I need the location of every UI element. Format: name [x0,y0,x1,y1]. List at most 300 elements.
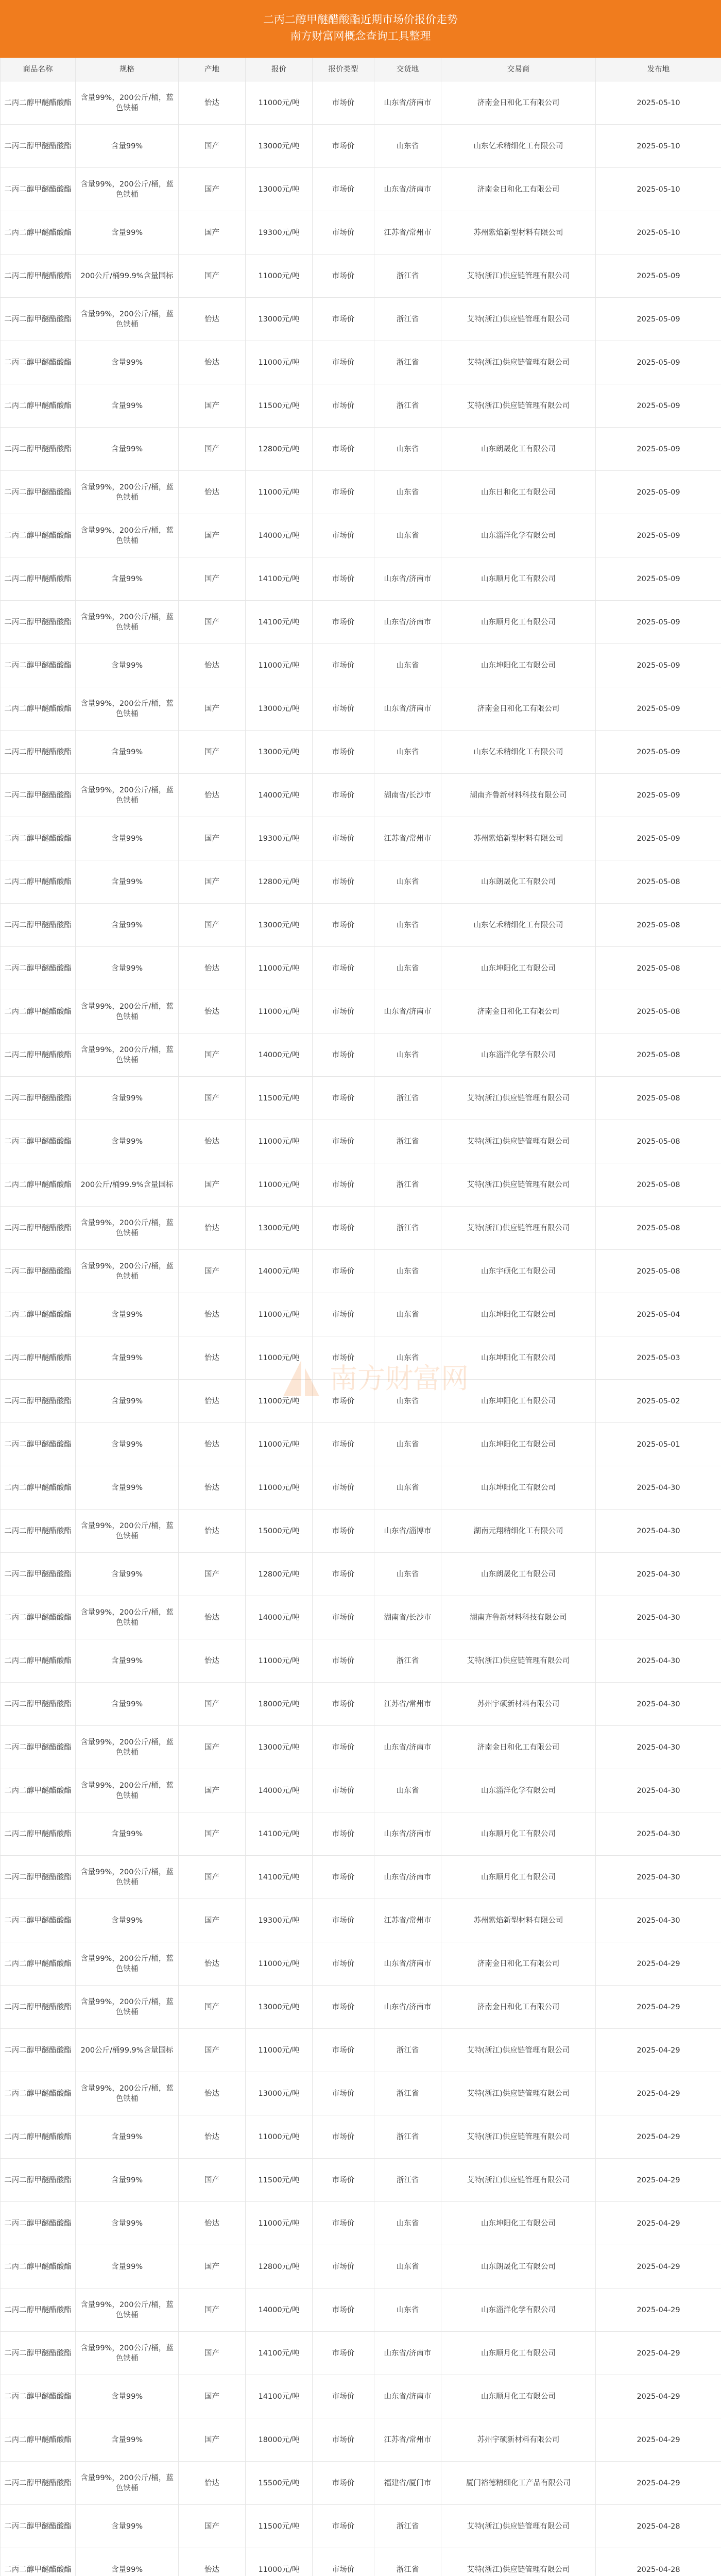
cell-spec: 含量99% [76,2548,179,2576]
cell-date: 2025-05-01 [596,1423,721,1466]
cell-name: 二丙二醇甲醚醋酸酯 [1,1423,76,1466]
cell-price: 13000元/吨 [246,168,313,211]
table-row [1,601,721,644]
column-header-date: 发布地 [596,58,721,81]
cell-name: 二丙二醇甲醚醋酸酯 [1,1163,76,1207]
cell-price: 13000元/吨 [246,1726,313,1769]
cell-delivery: 山东省/济南市 [374,168,441,211]
cell-trader: 艾特(浙江)供应链管理有限公司 [441,341,596,384]
cell-trader: 济南金日和化工有限公司 [441,1986,596,2029]
cell-spec: 含量99% [76,1639,179,1683]
cell-price: 14100元/吨 [246,557,313,601]
cell-origin: 国产 [179,601,246,644]
cell-spec: 含量99% [76,1423,179,1466]
cell-spec: 含量99%，200公斤/桶，蓝色铁桶 [76,1033,179,1077]
cell-origin: 怡达 [179,1596,246,1639]
cell-spec: 含量99%，200公斤/桶，蓝色铁桶 [76,1986,179,2029]
cell-origin: 国产 [179,1033,246,1077]
cell-trader: 山东顺月化工有限公司 [441,2332,596,2375]
table-row [1,817,721,860]
cell-spec: 含量99% [76,2418,179,2462]
cell-origin: 国产 [179,168,246,211]
cell-type: 市场价 [313,1683,374,1726]
cell-type: 市场价 [313,731,374,774]
table-row [1,1380,721,1423]
cell-date: 2025-05-09 [596,644,721,687]
cell-date: 2025-05-08 [596,1207,721,1250]
table-row [1,1769,721,1812]
cell-price: 13000元/吨 [246,1986,313,2029]
cell-spec: 含量99% [76,125,179,168]
table-row [1,2332,721,2375]
cell-delivery: 湖南省/长沙市 [374,774,441,817]
cell-trader: 山东坤阳化工有限公司 [441,947,596,990]
cell-date: 2025-05-09 [596,384,721,428]
cell-type: 市场价 [313,1812,374,1856]
cell-price: 18000元/吨 [246,1683,313,1726]
cell-type: 市场价 [313,1120,374,1163]
cell-type: 市场价 [313,2159,374,2202]
cell-delivery: 山东省/济南市 [374,601,441,644]
cell-origin: 国产 [179,2289,246,2332]
cell-delivery: 浙江省 [374,2115,441,2159]
cell-trader: 山东坤阳化工有限公司 [441,1466,596,1510]
cell-spec: 含量99%，200公斤/桶，蓝色铁桶 [76,168,179,211]
cell-type: 市场价 [313,904,374,947]
cell-date: 2025-05-09 [596,514,721,557]
cell-delivery: 浙江省 [374,1639,441,1683]
cell-name: 二丙二醇甲醚醋酸酯 [1,1942,76,1986]
cell-spec: 含量99%，200公斤/桶，蓝色铁桶 [76,1942,179,1986]
cell-date: 2025-05-10 [596,211,721,255]
cell-delivery: 山东省/济南市 [374,687,441,731]
cell-origin: 国产 [179,2245,246,2289]
cell-type: 市场价 [313,644,374,687]
cell-name: 二丙二醇甲醚醋酸酯 [1,2289,76,2332]
cell-type: 市场价 [313,1336,374,1380]
cell-spec: 含量99%，200公斤/桶，蓝色铁桶 [76,2289,179,2332]
watermark-text: 南方财富网 [330,1362,469,1395]
cell-spec: 200公斤/桶99.9%含量国标 [76,1163,179,1207]
table-header-row [1,58,721,81]
table-row [1,860,721,904]
cell-price: 11000元/吨 [246,2115,313,2159]
cell-delivery: 山东省/济南市 [374,990,441,1033]
cell-trader: 山东顺月化工有限公司 [441,2375,596,2418]
cell-type: 市场价 [313,2418,374,2462]
cell-spec: 含量99%，200公斤/桶，蓝色铁桶 [76,2072,179,2115]
cell-origin: 怡达 [179,298,246,341]
cell-trader: 山东朗晟化工有限公司 [441,428,596,471]
cell-delivery: 湖南省/长沙市 [374,1596,441,1639]
cell-date: 2025-04-29 [596,2289,721,2332]
cell-origin: 怡达 [179,2202,246,2245]
cell-type: 市场价 [313,1293,374,1336]
cell-spec: 含量99%，200公斤/桶，蓝色铁桶 [76,1856,179,1899]
cell-trader: 山东亿禾精细化工有限公司 [441,904,596,947]
cell-trader: 山东淄洋化学有限公司 [441,514,596,557]
cell-price: 11000元/吨 [246,2548,313,2576]
cell-type: 市场价 [313,774,374,817]
cell-date: 2025-04-30 [596,1553,721,1596]
cell-spec: 含量99% [76,904,179,947]
cell-trader: 艾特(浙江)供应链管理有限公司 [441,1207,596,1250]
cell-date: 2025-04-29 [596,1942,721,1986]
table-row [1,1207,721,1250]
cell-price: 11000元/吨 [246,341,313,384]
cell-date: 2025-05-10 [596,125,721,168]
cell-type: 市场价 [313,2245,374,2289]
table-row [1,2072,721,2115]
cell-origin: 国产 [179,904,246,947]
cell-origin: 国产 [179,1856,246,1899]
cell-date: 2025-05-02 [596,1380,721,1423]
cell-date: 2025-05-09 [596,687,721,731]
cell-price: 11000元/吨 [246,1120,313,1163]
cell-name: 二丙二醇甲醚醋酸酯 [1,817,76,860]
cell-date: 2025-04-30 [596,1856,721,1899]
cell-name: 二丙二醇甲醚醋酸酯 [1,1466,76,1510]
table-row [1,81,721,125]
cell-origin: 怡达 [179,1423,246,1466]
table-row [1,1553,721,1596]
price-table [0,58,721,2576]
cell-delivery: 江苏省/常州市 [374,2418,441,2462]
cell-type: 市场价 [313,341,374,384]
cell-type: 市场价 [313,1033,374,1077]
cell-price: 12800元/吨 [246,860,313,904]
table-row [1,1726,721,1769]
cell-origin: 怡达 [179,1942,246,1986]
page-subtitle: 南方财富网概念查询工具整理 [290,30,431,42]
cell-price: 11500元/吨 [246,2505,313,2548]
cell-spec: 含量99% [76,2115,179,2159]
cell-delivery: 山东省 [374,1293,441,1336]
cell-date: 2025-04-29 [596,2462,721,2505]
table-row [1,1423,721,1466]
cell-type: 市场价 [313,2462,374,2505]
cell-spec: 含量99% [76,1380,179,1423]
cell-spec: 含量99%，200公斤/桶，蓝色铁桶 [76,1726,179,1769]
cell-name: 二丙二醇甲醚醋酸酯 [1,125,76,168]
cell-origin: 怡达 [179,2072,246,2115]
cell-type: 市场价 [313,1856,374,1899]
cell-origin: 怡达 [179,81,246,125]
cell-date: 2025-05-08 [596,1163,721,1207]
cell-origin: 国产 [179,384,246,428]
cell-spec: 含量99% [76,1899,179,1942]
cell-name: 二丙二醇甲醚醋酸酯 [1,1380,76,1423]
table-row [1,1466,721,1510]
cell-origin: 国产 [179,211,246,255]
cell-type: 市场价 [313,601,374,644]
cell-date: 2025-05-09 [596,817,721,860]
table-row [1,1639,721,1683]
cell-delivery: 山东省 [374,1769,441,1812]
cell-origin: 怡达 [179,1639,246,1683]
cell-price: 13000元/吨 [246,125,313,168]
cell-trader: 山东顺月化工有限公司 [441,1856,596,1899]
cell-name: 二丙二醇甲醚醋酸酯 [1,1596,76,1639]
cell-origin: 国产 [179,1812,246,1856]
cell-origin: 国产 [179,1899,246,1942]
cell-price: 14000元/吨 [246,2289,313,2332]
table-row [1,2462,721,2505]
cell-date: 2025-05-09 [596,557,721,601]
table-row [1,341,721,384]
cell-trader: 山东亿禾精细化工有限公司 [441,731,596,774]
column-header-price: 报价 [246,58,313,81]
cell-spec: 含量99% [76,1120,179,1163]
cell-delivery: 江苏省/常州市 [374,211,441,255]
cell-date: 2025-05-09 [596,601,721,644]
cell-price: 19300元/吨 [246,211,313,255]
cell-origin: 怡达 [179,2462,246,2505]
cell-delivery: 江苏省/常州市 [374,1683,441,1726]
cell-type: 市场价 [313,514,374,557]
cell-delivery: 山东省 [374,731,441,774]
cell-origin: 国产 [179,1163,246,1207]
cell-trader: 济南金日和化工有限公司 [441,687,596,731]
cell-name: 二丙二醇甲醚醋酸酯 [1,731,76,774]
cell-spec: 含量99% [76,557,179,601]
cell-name: 二丙二醇甲醚醋酸酯 [1,1553,76,1596]
cell-date: 2025-05-09 [596,428,721,471]
cell-price: 15500元/吨 [246,2462,313,2505]
cell-name: 二丙二醇甲醚醋酸酯 [1,2332,76,2375]
table-row [1,731,721,774]
table-row [1,298,721,341]
cell-delivery: 山东省/济南市 [374,2375,441,2418]
cell-delivery: 浙江省 [374,1077,441,1120]
cell-type: 市场价 [313,990,374,1033]
cell-price: 12800元/吨 [246,428,313,471]
cell-spec: 200公斤/桶99.9%含量国标 [76,2029,179,2072]
table-row [1,384,721,428]
cell-date: 2025-05-08 [596,947,721,990]
cell-origin: 怡达 [179,341,246,384]
cell-price: 11000元/吨 [246,1163,313,1207]
cell-delivery: 山东省 [374,1033,441,1077]
cell-date: 2025-04-28 [596,2505,721,2548]
cell-trader: 艾特(浙江)供应链管理有限公司 [441,1120,596,1163]
table-row [1,1293,721,1336]
cell-price: 11000元/吨 [246,1942,313,1986]
cell-date: 2025-04-30 [596,1769,721,1812]
cell-trader: 湖南齐鲁新材料科技有限公司 [441,1596,596,1639]
cell-origin: 国产 [179,731,246,774]
cell-name: 二丙二醇甲醚醋酸酯 [1,1033,76,1077]
table-body [1,81,721,2576]
cell-spec: 含量99%，200公斤/桶，蓝色铁桶 [76,774,179,817]
cell-date: 2025-04-29 [596,2159,721,2202]
cell-price: 11000元/吨 [246,1380,313,1423]
table-row [1,687,721,731]
cell-origin: 怡达 [179,1120,246,1163]
cell-spec: 含量99%，200公斤/桶，蓝色铁桶 [76,1250,179,1293]
title-banner [0,0,721,58]
cell-name: 二丙二醇甲醚醋酸酯 [1,687,76,731]
cell-type: 市场价 [313,471,374,514]
cell-trader: 艾特(浙江)供应链管理有限公司 [441,1639,596,1683]
cell-price: 14100元/吨 [246,1812,313,1856]
cell-date: 2025-05-08 [596,860,721,904]
cell-origin: 国产 [179,687,246,731]
cell-delivery: 山东省 [374,1553,441,1596]
cell-delivery: 浙江省 [374,255,441,298]
cell-spec: 含量99%，200公斤/桶，蓝色铁桶 [76,2462,179,2505]
cell-spec: 含量99% [76,211,179,255]
table-row [1,1033,721,1077]
cell-price: 14100元/吨 [246,601,313,644]
cell-trader: 山东淄洋化学有限公司 [441,1033,596,1077]
cell-date: 2025-04-29 [596,2072,721,2115]
cell-price: 14000元/吨 [246,514,313,557]
cell-type: 市场价 [313,860,374,904]
cell-origin: 怡达 [179,990,246,1033]
cell-name: 二丙二醇甲醚醋酸酯 [1,168,76,211]
cell-spec: 含量99%，200公斤/桶，蓝色铁桶 [76,601,179,644]
cell-price: 18000元/吨 [246,2418,313,2462]
table-row [1,2375,721,2418]
cell-type: 市场价 [313,2548,374,2576]
cell-delivery: 浙江省 [374,384,441,428]
cell-delivery: 山东省/济南市 [374,1812,441,1856]
table-row [1,904,721,947]
cell-origin: 国产 [179,1986,246,2029]
cell-name: 二丙二醇甲醚醋酸酯 [1,1856,76,1899]
cell-delivery: 浙江省 [374,2072,441,2115]
cell-date: 2025-04-29 [596,1986,721,2029]
cell-price: 15000元/吨 [246,1510,313,1553]
cell-name: 二丙二醇甲醚醋酸酯 [1,471,76,514]
cell-trader: 苏州紫焰新型材料有限公司 [441,817,596,860]
cell-spec: 含量99% [76,1077,179,1120]
cell-type: 市场价 [313,2029,374,2072]
cell-delivery: 江苏省/常州市 [374,1899,441,1942]
cell-trader: 苏州宇硕新材料有限公司 [441,2418,596,2462]
cell-trader: 艾特(浙江)供应链管理有限公司 [441,255,596,298]
cell-name: 二丙二醇甲醚醋酸酯 [1,384,76,428]
cell-trader: 山东亿禾精细化工有限公司 [441,125,596,168]
cell-origin: 国产 [179,1077,246,1120]
cell-delivery: 浙江省 [374,2029,441,2072]
cell-trader: 艾特(浙江)供应链管理有限公司 [441,2029,596,2072]
cell-delivery: 山东省/济南市 [374,81,441,125]
column-header-type: 报价类型 [313,58,374,81]
cell-price: 11000元/吨 [246,947,313,990]
cell-trader: 苏州紫焰新型材料有限公司 [441,211,596,255]
table-row [1,428,721,471]
cell-name: 二丙二醇甲醚醋酸酯 [1,1726,76,1769]
cell-spec: 含量99% [76,731,179,774]
cell-price: 13000元/吨 [246,2072,313,2115]
cell-spec: 含量99% [76,2245,179,2289]
cell-name: 二丙二醇甲醚醋酸酯 [1,1207,76,1250]
cell-trader: 济南金日和化工有限公司 [441,168,596,211]
cell-trader: 艾特(浙江)供应链管理有限公司 [441,384,596,428]
table-row [1,644,721,687]
table-row [1,2418,721,2462]
cell-date: 2025-05-10 [596,81,721,125]
cell-trader: 山东坤阳化工有限公司 [441,2202,596,2245]
table-row [1,168,721,211]
cell-spec: 含量99% [76,384,179,428]
cell-name: 二丙二醇甲醚醋酸酯 [1,1077,76,1120]
cell-date: 2025-04-30 [596,1899,721,1942]
cell-type: 市场价 [313,255,374,298]
cell-name: 二丙二醇甲醚醋酸酯 [1,644,76,687]
cell-name: 二丙二醇甲醚醋酸酯 [1,1250,76,1293]
cell-name: 二丙二醇甲醚醋酸酯 [1,2029,76,2072]
cell-delivery: 山东省 [374,471,441,514]
cell-type: 市场价 [313,2375,374,2418]
table-row [1,1899,721,1942]
cell-name: 二丙二醇甲醚醋酸酯 [1,947,76,990]
cell-origin: 怡达 [179,1510,246,1553]
cell-delivery: 浙江省 [374,2505,441,2548]
cell-delivery: 山东省 [374,644,441,687]
cell-spec: 含量99%，200公斤/桶，蓝色铁桶 [76,514,179,557]
cell-name: 二丙二醇甲醚醋酸酯 [1,990,76,1033]
table-row [1,1510,721,1553]
cell-spec: 含量99%，200公斤/桶，蓝色铁桶 [76,1510,179,1553]
table-row [1,2289,721,2332]
cell-delivery: 浙江省 [374,1120,441,1163]
cell-delivery: 山东省/济南市 [374,1986,441,2029]
cell-origin: 国产 [179,860,246,904]
cell-type: 市场价 [313,2072,374,2115]
cell-name: 二丙二醇甲醚醋酸酯 [1,1812,76,1856]
cell-origin: 国产 [179,2332,246,2375]
cell-price: 14100元/吨 [246,2332,313,2375]
cell-trader: 济南金日和化工有限公司 [441,1942,596,1986]
cell-date: 2025-05-08 [596,1120,721,1163]
cell-trader: 艾特(浙江)供应链管理有限公司 [441,1163,596,1207]
cell-name: 二丙二醇甲醚醋酸酯 [1,1639,76,1683]
cell-date: 2025-05-09 [596,298,721,341]
cell-type: 市场价 [313,947,374,990]
cell-trader: 山东宇硕化工有限公司 [441,1250,596,1293]
cell-date: 2025-05-08 [596,990,721,1033]
cell-trader: 济南金日和化工有限公司 [441,990,596,1033]
cell-name: 二丙二醇甲醚醋酸酯 [1,1120,76,1163]
cell-delivery: 浙江省 [374,298,441,341]
cell-origin: 国产 [179,2505,246,2548]
cell-price: 11000元/吨 [246,1293,313,1336]
cell-trader: 山东坤阳化工有限公司 [441,1423,596,1466]
cell-date: 2025-04-30 [596,1639,721,1683]
table-row [1,2548,721,2576]
cell-name: 二丙二醇甲醚醋酸酯 [1,81,76,125]
cell-spec: 含量99%，200公斤/桶，蓝色铁桶 [76,1596,179,1639]
table-row [1,1596,721,1639]
cell-origin: 怡达 [179,1207,246,1250]
table-row [1,125,721,168]
cell-name: 二丙二醇甲醚醋酸酯 [1,904,76,947]
cell-price: 11000元/吨 [246,471,313,514]
cell-origin: 国产 [179,2029,246,2072]
cell-trader: 湖南元翔精细化工有限公司 [441,1510,596,1553]
cell-trader: 山东顺月化工有限公司 [441,601,596,644]
page-title: 二丙二醇甲醚醋酸酯近期市场价报价走势 [263,13,458,26]
cell-origin: 国产 [179,2375,246,2418]
cell-type: 市场价 [313,1899,374,1942]
cell-price: 14000元/吨 [246,774,313,817]
cell-price: 14000元/吨 [246,1596,313,1639]
cell-date: 2025-05-09 [596,731,721,774]
table-row [1,2029,721,2072]
